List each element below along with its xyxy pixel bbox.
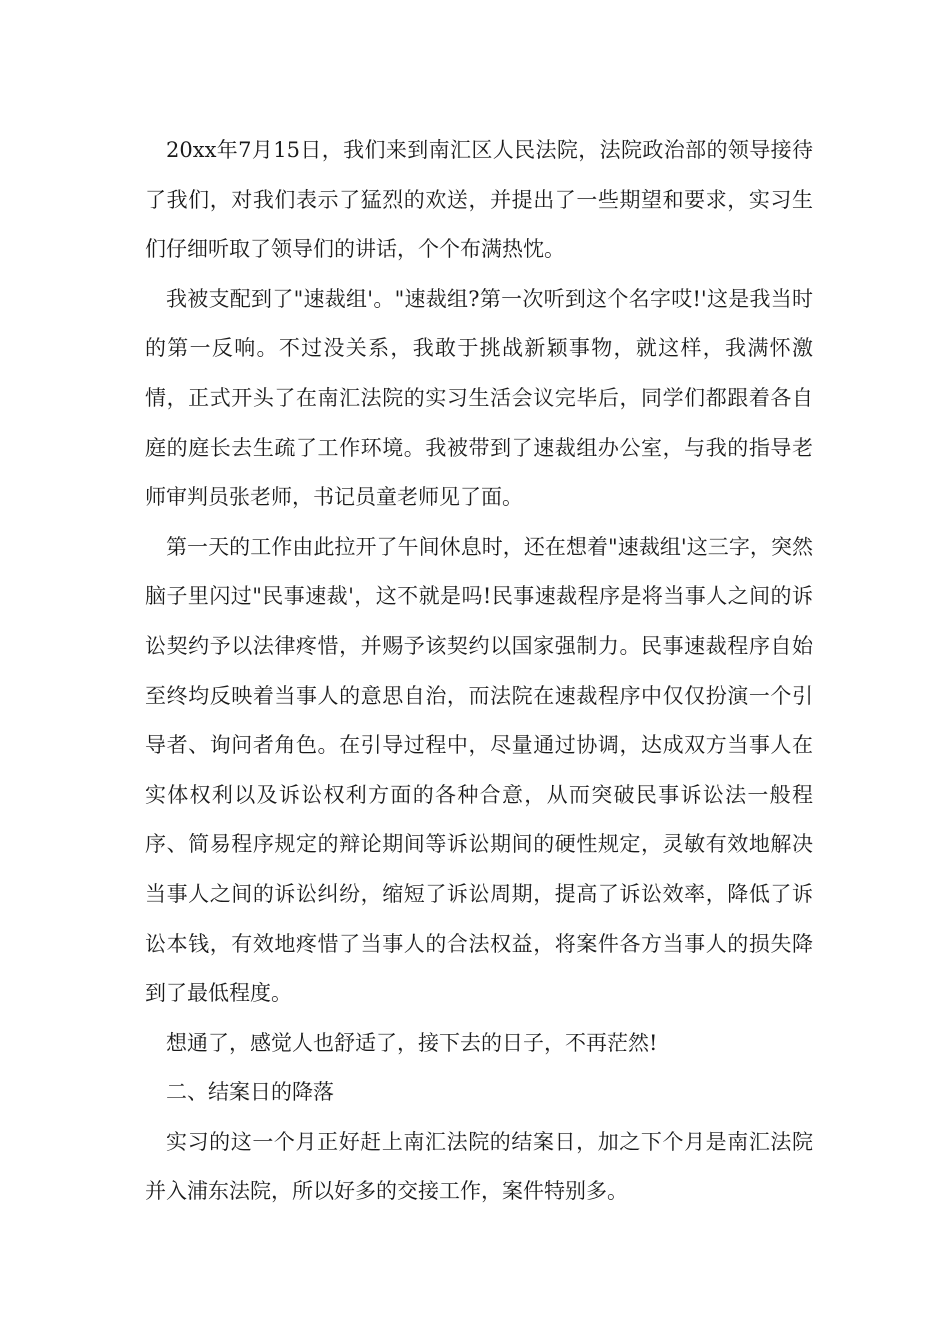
paragraph-assignment: 我被支配到了"速裁组'。"速裁组?第一次听到这个名字哎!'这是我当时的第一反响。不过没关系，我敢于挑战新颖事物，就这样，我满怀激情，正式开头了在南汇法院的实习生活会议完毕后，同学们都跟着各自庭的庭长去生疏了工作环境。我被带到了速裁组办公室，与我的指导老师审判员张老师，书记员童老师见了面。 xyxy=(145,286,813,510)
paragraph-summary-procedure: 第一天的工作由此拉开了午间休息时，还在想着"速裁组'这三字，突然脑子里闪过"民事速裁'，这不就是吗!民事速裁程序是将当事人之间的诉讼契约予以法律疼惜，并赐予该契约以国家强制力。民事速裁程序自始至终均反映着当事人的意思自治，而法院在速裁程序中仅仅扮演一个引导者、询问者角色。在引导过程中，尽量通过协调，达成双方当事人在实体权利以及诉讼权利方面的各种合意，从而突破民事诉讼法一般程序、简易程序规定的辩论期间等诉讼期间的硬性规定，灵敏有效地解决当事人之间的诉讼纠纷，缩短了诉讼周期，提高了诉讼效率，降低了诉讼本钱，有效地疼惜了当事人的合法权益，将案件各方当事人的损失降到了最低程度。 xyxy=(145,534,813,1006)
section-heading: 二、结案日的降落 xyxy=(166,1080,334,1105)
paragraph-case-closing: 实习的这一个月正好赶上南汇法院的结案日，加之下个月是南汇法院并入浦东法院，所以好多的交接工作，案件特别多。 xyxy=(145,1129,813,1204)
document-body xyxy=(145,126,813,1217)
paragraph-court-arrival: 20xx年7月15日，我们来到南汇区人民法院，法院政治部的领导接待了我们，对我们表示了猛烈的欢送，并提出了一些期望和要求，实习生们仔细听取了领导们的讲话，个个布满热忱。 xyxy=(145,138,813,262)
paragraph-reflection: 想通了，感觉人也舒适了，接下去的日子，不再茫然! xyxy=(166,1030,658,1055)
